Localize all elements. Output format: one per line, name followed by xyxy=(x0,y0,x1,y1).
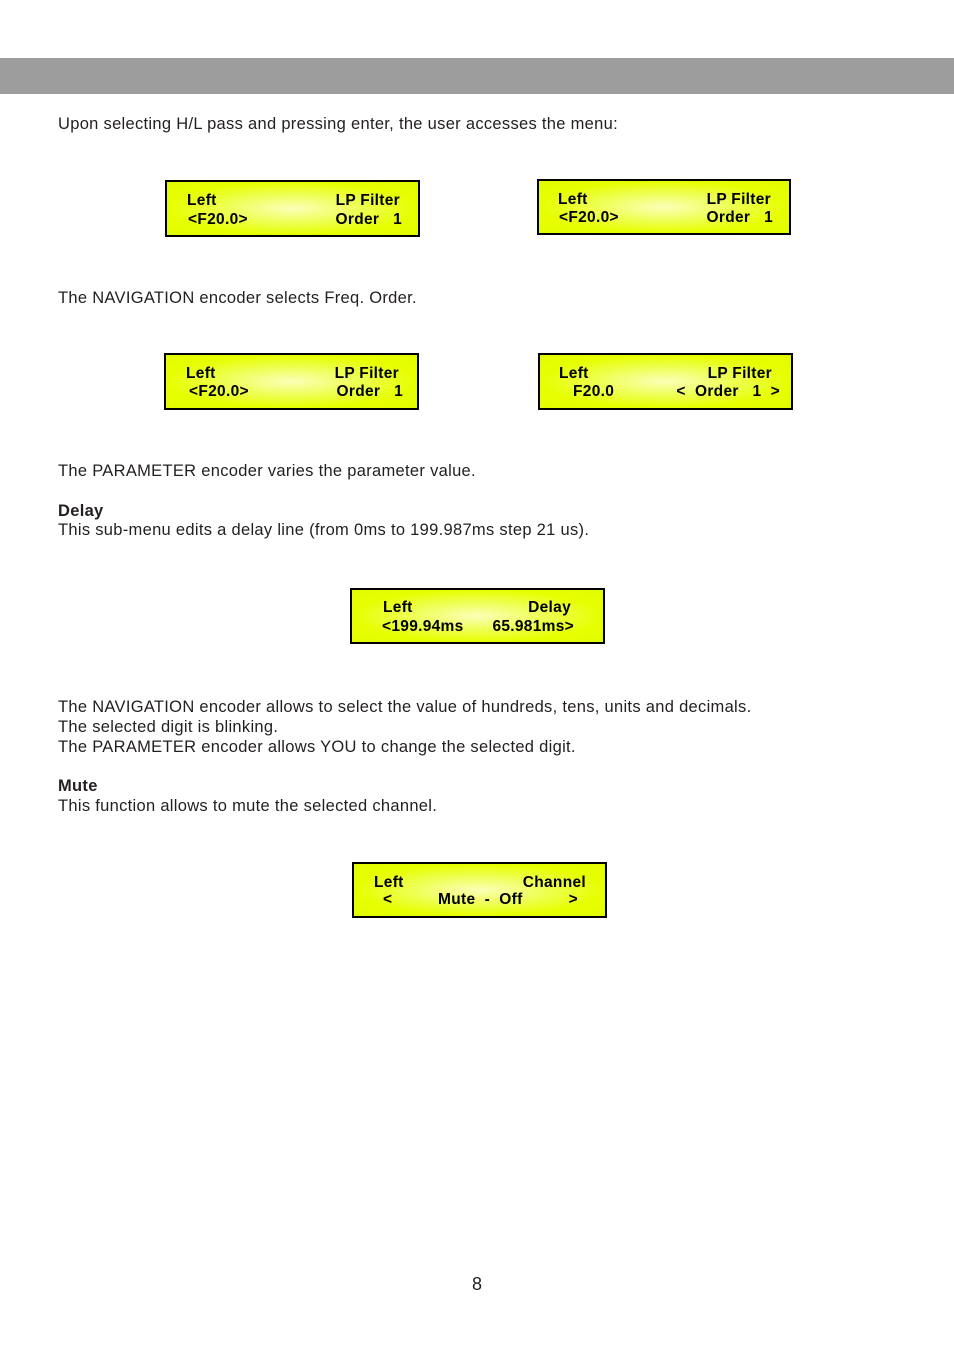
lcd-bottom-right: > xyxy=(568,891,578,908)
lcd-bottom-left: F20.0 xyxy=(573,383,615,400)
lcd-bottom-right: < Order 1 > xyxy=(676,383,780,400)
lcd-top-left: Left xyxy=(186,365,216,382)
lcd-bottom-left: <F20.0> xyxy=(559,209,619,226)
delay-description: This sub-menu edits a delay line (from 0ms to 199.987ms step 21 us). xyxy=(58,521,590,539)
lcd-bottom-right: Order 1 xyxy=(706,209,773,226)
lcd-top-right: Channel xyxy=(522,874,586,891)
lcd-bottom-right: Order 1 xyxy=(335,211,402,228)
lcd-bottom-right: 65.981ms> xyxy=(492,618,574,635)
lcd-top-right: LP Filter xyxy=(707,365,772,382)
lcd-top-right: LP Filter xyxy=(335,192,400,209)
lcd-top-right: LP Filter xyxy=(334,365,399,382)
lcd-top-left: Left xyxy=(559,365,589,382)
lcd-display xyxy=(165,180,420,237)
lcd-top-left: Left xyxy=(383,599,413,616)
parameter-text: The PARAMETER encoder varies the parameter value. xyxy=(58,462,476,480)
lcd-display xyxy=(537,179,791,235)
delay-note: The PARAMETER encoder allows YOU to change the selected digit. xyxy=(58,738,576,756)
lcd-display xyxy=(350,588,605,644)
lcd-top-left: Left xyxy=(558,191,588,208)
lcd-top-left: Left xyxy=(374,874,404,891)
navigation-text: The NAVIGATION encoder selects Freq. Order. xyxy=(58,289,417,307)
lcd-bottom-left: <F20.0> xyxy=(188,211,248,228)
header-bar xyxy=(0,58,954,94)
lcd-bottom-left: < xyxy=(383,891,393,908)
lcd-display xyxy=(352,862,607,918)
lcd-display xyxy=(538,353,793,410)
mute-heading: Mute xyxy=(58,777,98,795)
lcd-bottom-right: Order 1 xyxy=(336,383,403,400)
delay-note: The NAVIGATION encoder allows to select the value of hundreds, tens, units and decimals. xyxy=(58,698,752,716)
lcd-display xyxy=(164,353,419,410)
lcd-top-right: LP Filter xyxy=(706,191,771,208)
page-number: 8 xyxy=(471,1274,482,1294)
lcd-bottom-left: <F20.0> xyxy=(189,383,249,400)
intro-text: Upon selecting H/L pass and pressing enter, the user accesses the menu: xyxy=(58,115,618,133)
lcd-top-right: Delay xyxy=(528,599,571,616)
delay-heading: Delay xyxy=(58,502,104,520)
delay-note: The selected digit is blinking. xyxy=(58,718,279,736)
mute-description: This function allows to mute the selected channel. xyxy=(58,797,438,815)
lcd-bottom-middle: Mute - Off xyxy=(438,891,523,908)
lcd-bottom-left: <199.94ms xyxy=(382,618,464,635)
lcd-top-left: Left xyxy=(187,192,217,209)
